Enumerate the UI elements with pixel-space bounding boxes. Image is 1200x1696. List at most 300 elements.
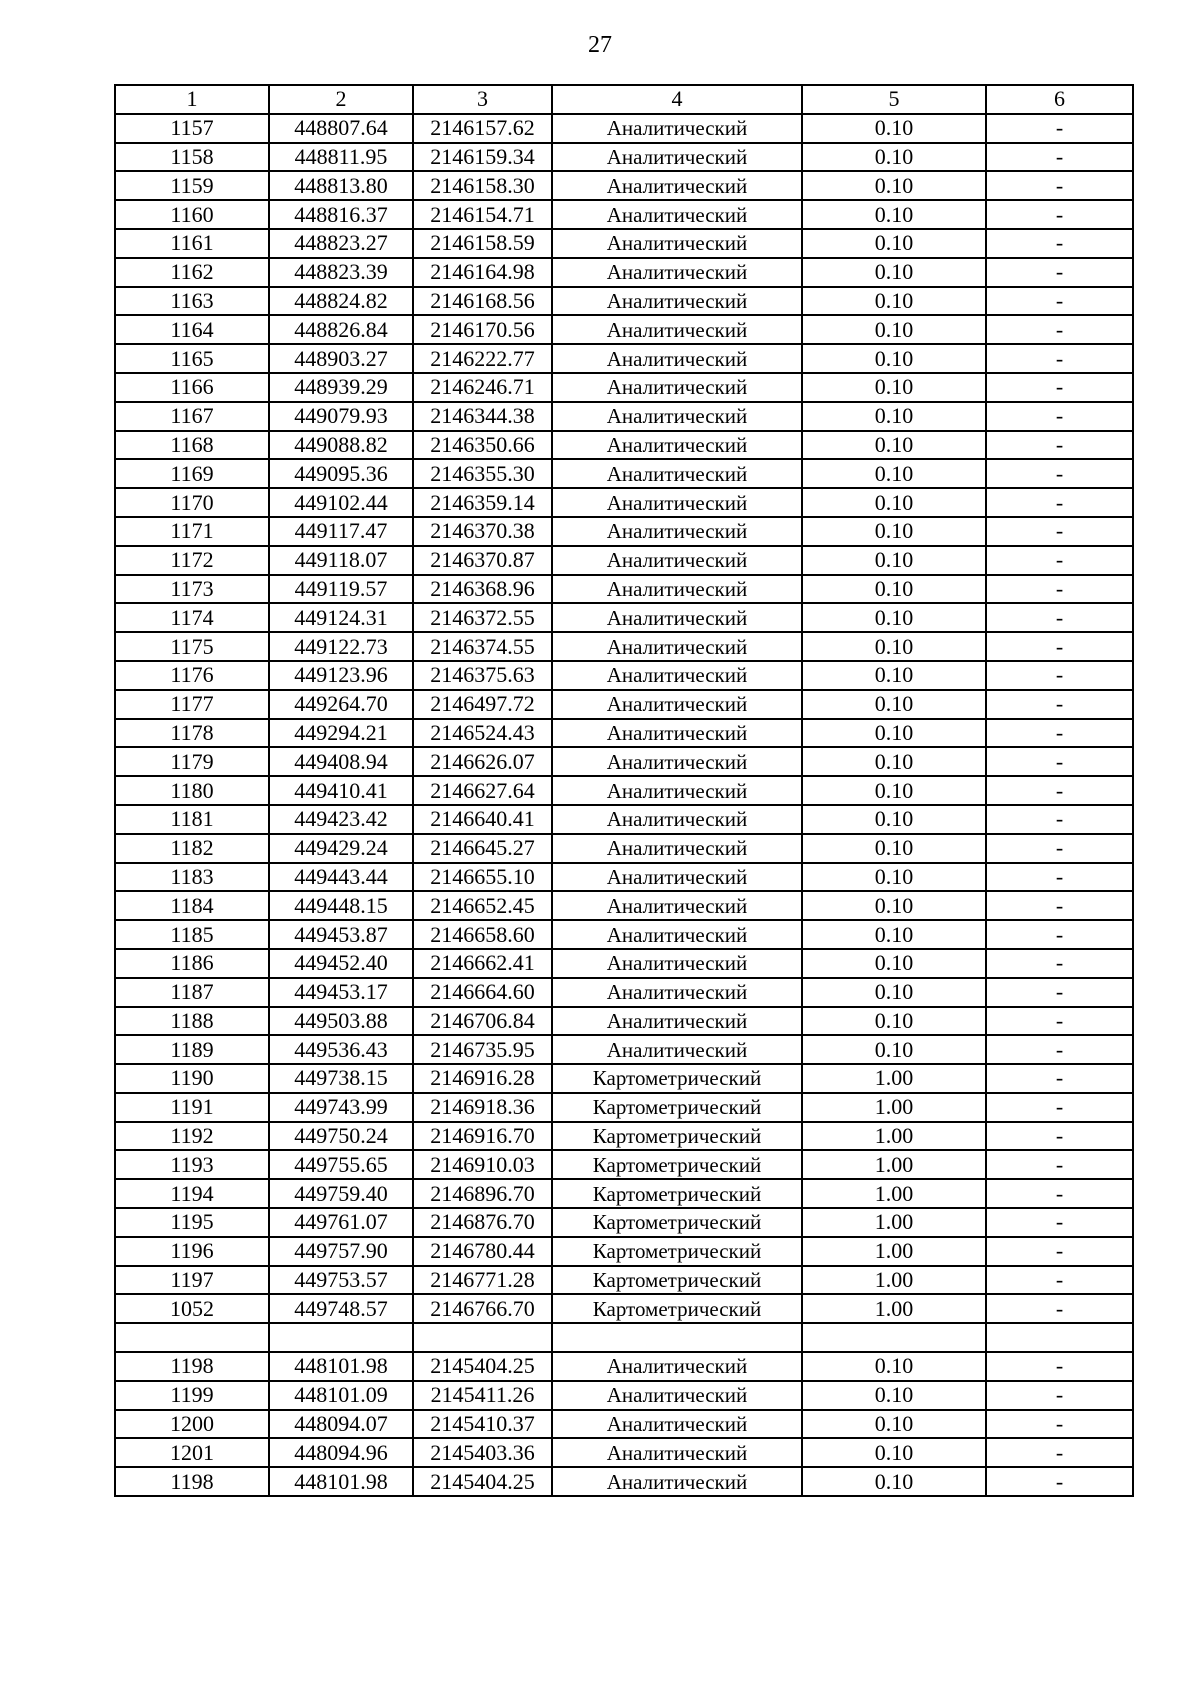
cell-method: Аналитический: [552, 920, 802, 949]
cell-note: -: [986, 1064, 1133, 1093]
cell-note: -: [986, 459, 1133, 488]
cell-method: Аналитический: [552, 517, 802, 546]
cell-x-coordinate: 449453.17: [269, 978, 413, 1007]
cell-accuracy: 0.10: [802, 1438, 986, 1467]
cell-y-coordinate: 2145404.25: [413, 1467, 552, 1496]
cell-y-coordinate: 2146766.70: [413, 1294, 552, 1323]
cell-note: -: [986, 632, 1133, 661]
cell-y-coordinate: 2146910.03: [413, 1150, 552, 1179]
cell-x-coordinate: 448811.95: [269, 143, 413, 172]
cell-accuracy: 0.10: [802, 517, 986, 546]
cell-accuracy: 0.10: [802, 1352, 986, 1381]
cell-method: Аналитический: [552, 1410, 802, 1439]
table-row: [115, 1150, 1133, 1179]
cell-method: Картометрический: [552, 1064, 802, 1093]
cell-method: Аналитический: [552, 1438, 802, 1467]
cell-y-coordinate: 2146876.70: [413, 1208, 552, 1237]
cell-method: Аналитический: [552, 776, 802, 805]
cell-accuracy: 0.10: [802, 402, 986, 431]
cell-note: -: [986, 1122, 1133, 1151]
cell-y-coordinate: 2146652.45: [413, 891, 552, 920]
cell-point-number: 1182: [115, 834, 269, 863]
cell-note: -: [986, 1035, 1133, 1064]
table-row: [115, 978, 1133, 1007]
table-row: [115, 1381, 1133, 1410]
table-row: [115, 776, 1133, 805]
header-col-6: 6: [986, 85, 1133, 114]
cell-method: Аналитический: [552, 488, 802, 517]
cell-x-coordinate: 449738.15: [269, 1064, 413, 1093]
cell-y-coordinate: 2146655.10: [413, 863, 552, 892]
cell-note: -: [986, 978, 1133, 1007]
cell-point-number: 1186: [115, 949, 269, 978]
cell-method: Аналитический: [552, 747, 802, 776]
cell-accuracy: 0.10: [802, 287, 986, 316]
cell-note: -: [986, 517, 1133, 546]
cell-accuracy: 1.00: [802, 1266, 986, 1295]
cell-x-coordinate: 449448.15: [269, 891, 413, 920]
cell-y-coordinate: 2146154.71: [413, 200, 552, 229]
cell-x-coordinate: 449408.94: [269, 747, 413, 776]
cell-x-coordinate: 448816.37: [269, 200, 413, 229]
cell-accuracy: 1.00: [802, 1294, 986, 1323]
cell-point-number: 1190: [115, 1064, 269, 1093]
cell-point-number: 1165: [115, 344, 269, 373]
cell-x-coordinate: 449119.57: [269, 575, 413, 604]
table-row: [115, 431, 1133, 460]
cell-point-number: 1177: [115, 690, 269, 719]
cell-point-number: 1189: [115, 1035, 269, 1064]
cell-x-coordinate: 448807.64: [269, 114, 413, 143]
cell-x-coordinate: 448903.27: [269, 344, 413, 373]
cell-accuracy: 0.10: [802, 171, 986, 200]
cell-method: Аналитический: [552, 431, 802, 460]
cell-x-coordinate: 449536.43: [269, 1035, 413, 1064]
cell-point-number: 1199: [115, 1381, 269, 1410]
cell-note: [986, 1323, 1133, 1352]
cell-point-number: 1201: [115, 1438, 269, 1467]
table-row: [115, 402, 1133, 431]
table-row: [115, 690, 1133, 719]
cell-method: Картометрический: [552, 1122, 802, 1151]
table-row: [115, 1266, 1133, 1295]
cell-accuracy: 0.10: [802, 719, 986, 748]
cell-method: Аналитический: [552, 1467, 802, 1496]
cell-note: -: [986, 661, 1133, 690]
cell-accuracy: 0.10: [802, 1467, 986, 1496]
cell-x-coordinate: 448101.98: [269, 1467, 413, 1496]
cell-accuracy: 0.10: [802, 776, 986, 805]
cell-method: Аналитический: [552, 171, 802, 200]
cell-point-number: 1193: [115, 1150, 269, 1179]
cell-method: Аналитический: [552, 575, 802, 604]
cell-point-number: 1163: [115, 287, 269, 316]
cell-method: Аналитический: [552, 891, 802, 920]
cell-y-coordinate: 2146370.87: [413, 546, 552, 575]
cell-note: -: [986, 1438, 1133, 1467]
table-row: [115, 891, 1133, 920]
table-row: [115, 1007, 1133, 1036]
cell-accuracy: 0.10: [802, 114, 986, 143]
cell-method: Аналитический: [552, 143, 802, 172]
cell-note: -: [986, 1007, 1133, 1036]
cell-accuracy: 0.10: [802, 891, 986, 920]
cell-y-coordinate: 2146735.95: [413, 1035, 552, 1064]
cell-note: -: [986, 258, 1133, 287]
cell-point-number: 1180: [115, 776, 269, 805]
cell-x-coordinate: 449429.24: [269, 834, 413, 863]
cell-note: -: [986, 834, 1133, 863]
cell-accuracy: 1.00: [802, 1122, 986, 1151]
cell-point-number: 1157: [115, 114, 269, 143]
cell-y-coordinate: 2146374.55: [413, 632, 552, 661]
table-row: [115, 1323, 1133, 1352]
table-row: [115, 719, 1133, 748]
cell-note: -: [986, 891, 1133, 920]
cell-note: -: [986, 575, 1133, 604]
cell-accuracy: 0.10: [802, 1381, 986, 1410]
cell-accuracy: 0.10: [802, 690, 986, 719]
cell-note: -: [986, 114, 1133, 143]
cell-y-coordinate: 2145404.25: [413, 1352, 552, 1381]
cell-note: -: [986, 344, 1133, 373]
cell-accuracy: 0.10: [802, 920, 986, 949]
cell-method: Картометрический: [552, 1179, 802, 1208]
cell-method: Аналитический: [552, 1381, 802, 1410]
cell-method: Картометрический: [552, 1237, 802, 1266]
coordinates-table: [114, 84, 1134, 1497]
cell-x-coordinate: 448813.80: [269, 171, 413, 200]
cell-method: Аналитический: [552, 459, 802, 488]
cell-x-coordinate: 449759.40: [269, 1179, 413, 1208]
cell-point-number: 1178: [115, 719, 269, 748]
cell-note: -: [986, 1208, 1133, 1237]
cell-point-number: 1167: [115, 402, 269, 431]
cell-method: Аналитический: [552, 1035, 802, 1064]
cell-y-coordinate: 2146524.43: [413, 719, 552, 748]
cell-note: -: [986, 488, 1133, 517]
cell-x-coordinate: [269, 1323, 413, 1352]
cell-x-coordinate: 449753.57: [269, 1266, 413, 1295]
cell-note: -: [986, 287, 1133, 316]
cell-accuracy: 0.10: [802, 344, 986, 373]
cell-x-coordinate: 449761.07: [269, 1208, 413, 1237]
cell-point-number: 1173: [115, 575, 269, 604]
cell-point-number: [115, 1323, 269, 1352]
table-row: [115, 949, 1133, 978]
cell-method: Аналитический: [552, 402, 802, 431]
cell-point-number: 1169: [115, 459, 269, 488]
cell-point-number: 1194: [115, 1179, 269, 1208]
cell-y-coordinate: 2146222.77: [413, 344, 552, 373]
cell-y-coordinate: 2146168.56: [413, 287, 552, 316]
cell-method: Аналитический: [552, 978, 802, 1007]
cell-y-coordinate: 2146159.34: [413, 143, 552, 172]
cell-point-number: 1184: [115, 891, 269, 920]
cell-point-number: 1200: [115, 1410, 269, 1439]
table-row: [115, 1237, 1133, 1266]
cell-x-coordinate: 449750.24: [269, 1122, 413, 1151]
cell-accuracy: 0.10: [802, 661, 986, 690]
table-row: [115, 171, 1133, 200]
table-row: [115, 459, 1133, 488]
cell-y-coordinate: 2146640.41: [413, 805, 552, 834]
cell-accuracy: 1.00: [802, 1237, 986, 1266]
cell-y-coordinate: 2146771.28: [413, 1266, 552, 1295]
table-row: [115, 258, 1133, 287]
table-row: [115, 1294, 1133, 1323]
table-row: [115, 546, 1133, 575]
cell-x-coordinate: 449294.21: [269, 719, 413, 748]
cell-accuracy: 0.10: [802, 575, 986, 604]
cell-point-number: 1171: [115, 517, 269, 546]
cell-y-coordinate: 2146158.59: [413, 229, 552, 258]
cell-point-number: 1170: [115, 488, 269, 517]
cell-point-number: 1160: [115, 200, 269, 229]
cell-x-coordinate: 449452.40: [269, 949, 413, 978]
cell-method: Аналитический: [552, 287, 802, 316]
cell-note: -: [986, 171, 1133, 200]
cell-point-number: 1052: [115, 1294, 269, 1323]
header-row: [115, 85, 1133, 114]
cell-x-coordinate: 449118.07: [269, 546, 413, 575]
cell-accuracy: 0.10: [802, 747, 986, 776]
cell-point-number: 1168: [115, 431, 269, 460]
table-row: [115, 863, 1133, 892]
table-row: [115, 114, 1133, 143]
cell-note: -: [986, 143, 1133, 172]
cell-y-coordinate: 2146370.38: [413, 517, 552, 546]
cell-method: Аналитический: [552, 546, 802, 575]
cell-x-coordinate: 449748.57: [269, 1294, 413, 1323]
table-row: [115, 143, 1133, 172]
cell-x-coordinate: 449410.41: [269, 776, 413, 805]
cell-note: -: [986, 1266, 1133, 1295]
table-row: [115, 315, 1133, 344]
cell-note: -: [986, 863, 1133, 892]
cell-accuracy: 0.10: [802, 459, 986, 488]
cell-method: Картометрический: [552, 1093, 802, 1122]
cell-method: Аналитический: [552, 632, 802, 661]
cell-y-coordinate: 2145403.36: [413, 1438, 552, 1467]
cell-accuracy: 0.10: [802, 805, 986, 834]
cell-method: Аналитический: [552, 229, 802, 258]
cell-x-coordinate: 449124.31: [269, 603, 413, 632]
cell-x-coordinate: 449757.90: [269, 1237, 413, 1266]
cell-accuracy: 0.10: [802, 834, 986, 863]
cell-point-number: 1198: [115, 1467, 269, 1496]
cell-method: Аналитический: [552, 315, 802, 344]
cell-y-coordinate: 2146344.38: [413, 402, 552, 431]
cell-x-coordinate: 449122.73: [269, 632, 413, 661]
cell-method: [552, 1323, 802, 1352]
cell-y-coordinate: 2146375.63: [413, 661, 552, 690]
cell-note: -: [986, 1410, 1133, 1439]
cell-x-coordinate: 448101.98: [269, 1352, 413, 1381]
header-col-2: 2: [269, 85, 413, 114]
table-row: [115, 1410, 1133, 1439]
cell-point-number: 1192: [115, 1122, 269, 1151]
cell-method: Аналитический: [552, 1007, 802, 1036]
cell-method: Картометрический: [552, 1150, 802, 1179]
cell-accuracy: 0.10: [802, 863, 986, 892]
cell-method: Аналитический: [552, 1352, 802, 1381]
cell-note: -: [986, 229, 1133, 258]
cell-method: Картометрический: [552, 1294, 802, 1323]
cell-point-number: 1188: [115, 1007, 269, 1036]
cell-y-coordinate: 2146164.98: [413, 258, 552, 287]
cell-y-coordinate: [413, 1323, 552, 1352]
cell-accuracy: 0.10: [802, 200, 986, 229]
cell-point-number: 1183: [115, 863, 269, 892]
cell-note: -: [986, 719, 1133, 748]
cell-note: -: [986, 603, 1133, 632]
cell-accuracy: [802, 1323, 986, 1352]
cell-y-coordinate: 2146645.27: [413, 834, 552, 863]
cell-point-number: 1159: [115, 171, 269, 200]
cell-method: Аналитический: [552, 200, 802, 229]
cell-note: -: [986, 747, 1133, 776]
cell-x-coordinate: 449102.44: [269, 488, 413, 517]
cell-y-coordinate: 2146359.14: [413, 488, 552, 517]
cell-x-coordinate: 448823.39: [269, 258, 413, 287]
table-body: [115, 114, 1133, 1496]
table-row: [115, 1122, 1133, 1151]
cell-note: -: [986, 431, 1133, 460]
cell-note: -: [986, 1467, 1133, 1496]
table-row: [115, 1438, 1133, 1467]
cell-note: -: [986, 402, 1133, 431]
cell-point-number: 1166: [115, 373, 269, 402]
cell-point-number: 1185: [115, 920, 269, 949]
cell-x-coordinate: 448826.84: [269, 315, 413, 344]
cell-accuracy: 0.10: [802, 632, 986, 661]
cell-x-coordinate: 449423.42: [269, 805, 413, 834]
cell-point-number: 1195: [115, 1208, 269, 1237]
cell-point-number: 1198: [115, 1352, 269, 1381]
cell-method: Аналитический: [552, 690, 802, 719]
cell-y-coordinate: 2146372.55: [413, 603, 552, 632]
table-row: [115, 1352, 1133, 1381]
cell-note: -: [986, 805, 1133, 834]
cell-x-coordinate: 449095.36: [269, 459, 413, 488]
cell-y-coordinate: 2146497.72: [413, 690, 552, 719]
cell-x-coordinate: 449755.65: [269, 1150, 413, 1179]
cell-accuracy: 0.10: [802, 949, 986, 978]
cell-point-number: 1191: [115, 1093, 269, 1122]
cell-y-coordinate: 2146626.07: [413, 747, 552, 776]
cell-point-number: 1179: [115, 747, 269, 776]
cell-y-coordinate: 2146157.62: [413, 114, 552, 143]
cell-point-number: 1187: [115, 978, 269, 1007]
table-row: [115, 834, 1133, 863]
cell-note: -: [986, 776, 1133, 805]
cell-note: -: [986, 1150, 1133, 1179]
table-row: [115, 1064, 1133, 1093]
cell-y-coordinate: 2145410.37: [413, 1410, 552, 1439]
cell-note: -: [986, 1352, 1133, 1381]
cell-accuracy: 1.00: [802, 1208, 986, 1237]
table-row: [115, 287, 1133, 316]
cell-x-coordinate: 449123.96: [269, 661, 413, 690]
table-row: [115, 920, 1133, 949]
cell-note: -: [986, 1093, 1133, 1122]
cell-point-number: 1158: [115, 143, 269, 172]
cell-accuracy: 1.00: [802, 1093, 986, 1122]
header-col-5: 5: [802, 85, 986, 114]
cell-y-coordinate: 2146368.96: [413, 575, 552, 604]
cell-method: Аналитический: [552, 114, 802, 143]
cell-method: Картометрический: [552, 1266, 802, 1295]
cell-accuracy: 0.10: [802, 431, 986, 460]
header-col-3: 3: [413, 85, 552, 114]
cell-note: -: [986, 920, 1133, 949]
cell-method: Аналитический: [552, 834, 802, 863]
cell-accuracy: 0.10: [802, 1410, 986, 1439]
table-row: [115, 1035, 1133, 1064]
cell-point-number: 1172: [115, 546, 269, 575]
cell-x-coordinate: 448823.27: [269, 229, 413, 258]
cell-accuracy: 0.10: [802, 315, 986, 344]
cell-y-coordinate: 2146780.44: [413, 1237, 552, 1266]
cell-accuracy: 0.10: [802, 143, 986, 172]
table-row: [115, 805, 1133, 834]
cell-method: Аналитический: [552, 805, 802, 834]
cell-point-number: 1174: [115, 603, 269, 632]
cell-x-coordinate: 448939.29: [269, 373, 413, 402]
cell-x-coordinate: 448094.96: [269, 1438, 413, 1467]
cell-accuracy: 1.00: [802, 1179, 986, 1208]
cell-y-coordinate: 2146918.36: [413, 1093, 552, 1122]
cell-method: Аналитический: [552, 719, 802, 748]
cell-accuracy: 0.10: [802, 1035, 986, 1064]
cell-note: -: [986, 690, 1133, 719]
cell-y-coordinate: 2146916.70: [413, 1122, 552, 1151]
header-col-4: 4: [552, 85, 802, 114]
cell-accuracy: 0.10: [802, 258, 986, 287]
cell-point-number: 1176: [115, 661, 269, 690]
cell-method: Аналитический: [552, 863, 802, 892]
cell-method: Аналитический: [552, 258, 802, 287]
cell-method: Аналитический: [552, 344, 802, 373]
table-row: [115, 575, 1133, 604]
table-row: [115, 1208, 1133, 1237]
cell-y-coordinate: 2145411.26: [413, 1381, 552, 1410]
cell-x-coordinate: 449453.87: [269, 920, 413, 949]
cell-accuracy: 0.10: [802, 603, 986, 632]
cell-y-coordinate: 2146896.70: [413, 1179, 552, 1208]
table-row: [115, 661, 1133, 690]
cell-point-number: 1181: [115, 805, 269, 834]
cell-note: -: [986, 373, 1133, 402]
cell-accuracy: 0.10: [802, 373, 986, 402]
cell-point-number: 1161: [115, 229, 269, 258]
cell-y-coordinate: 2146658.60: [413, 920, 552, 949]
cell-x-coordinate: 448101.09: [269, 1381, 413, 1410]
cell-accuracy: 0.10: [802, 978, 986, 1007]
table-row: [115, 632, 1133, 661]
cell-point-number: 1164: [115, 315, 269, 344]
cell-y-coordinate: 2146350.66: [413, 431, 552, 460]
cell-point-number: 1175: [115, 632, 269, 661]
cell-accuracy: 0.10: [802, 488, 986, 517]
cell-note: -: [986, 1179, 1133, 1208]
cell-y-coordinate: 2146627.64: [413, 776, 552, 805]
table-row: [115, 1179, 1133, 1208]
cell-accuracy: 0.10: [802, 546, 986, 575]
table-row: [115, 603, 1133, 632]
cell-accuracy: 1.00: [802, 1064, 986, 1093]
